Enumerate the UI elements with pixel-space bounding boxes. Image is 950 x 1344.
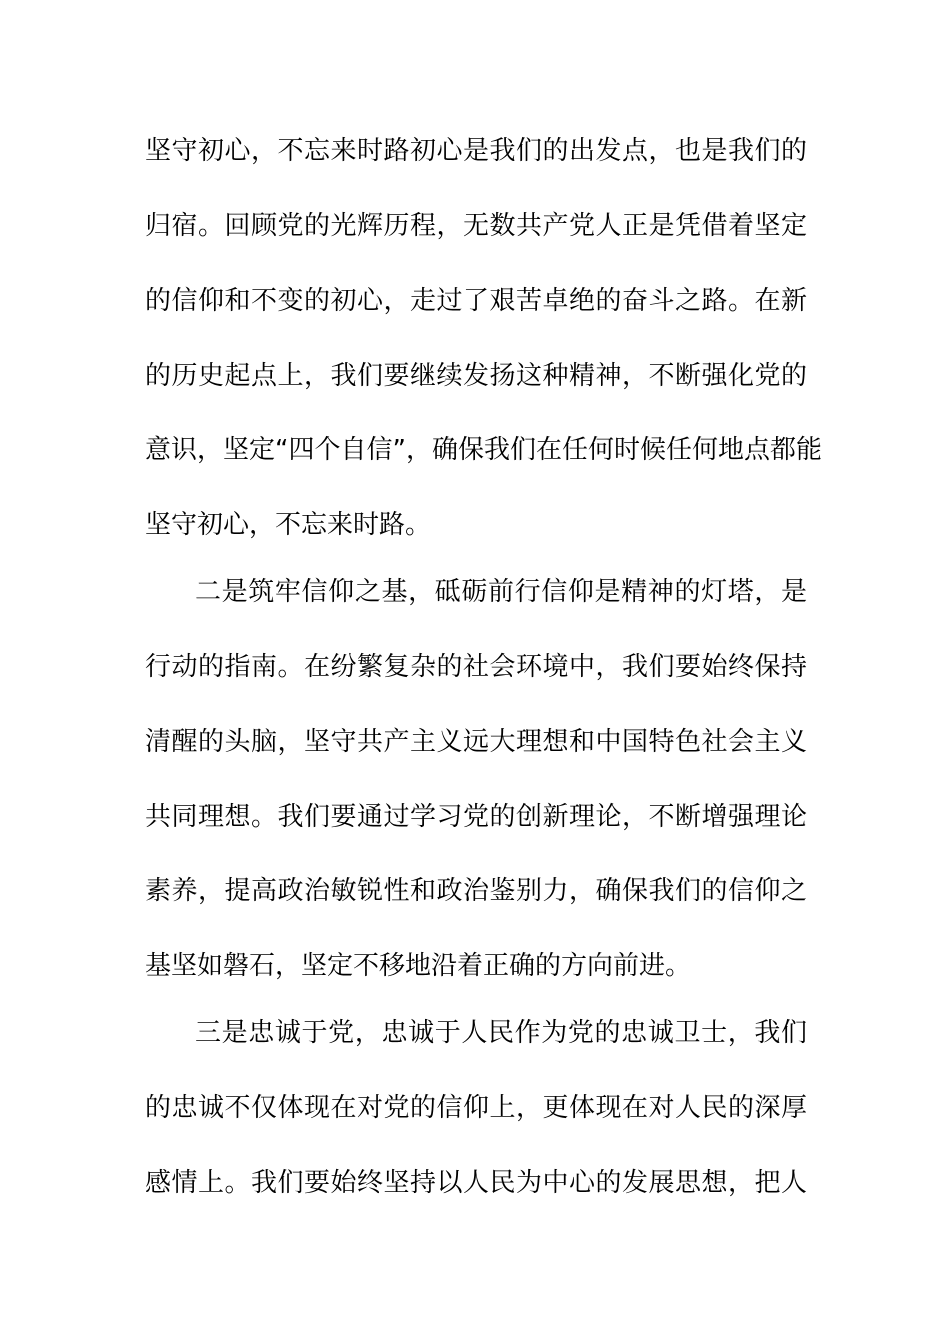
text-line: 的信仰和不变的初心，走过了艰苦卓绝的奋斗之路。在新 (145, 286, 807, 316)
text-line: 意识，坚定“四个自信”，确保我们在任何时候任何地点都能 (145, 435, 822, 465)
text-line: 基坚如磐石，坚定不移地沿着正确的方向前进。 (145, 951, 692, 981)
text-line: 共同理想。我们要通过学习党的创新理论，不断增强理论 (145, 802, 807, 832)
text-line: 素养，提高政治敏锐性和政治鉴别力，确保我们的信仰之 (145, 876, 807, 906)
text-line: 感情上。我们要始终坚持以人民为中心的发展思想，把人 (145, 1168, 807, 1198)
text-line: 的历史起点上，我们要继续发扬这种精神，不断强化党的 (145, 361, 807, 391)
text-line: 归宿。回顾党的光辉历程，无数共产党人正是凭借着坚定 (145, 211, 807, 241)
text-line: 的忠诚不仅体现在对党的信仰上，更体现在对人民的深厚 (145, 1093, 807, 1123)
text-line: 坚守初心，不忘来时路。 (145, 510, 432, 540)
text-line: 坚守初心，不忘来时路初心是我们的出发点，也是我们的 (145, 136, 807, 166)
paragraph-start-line: 三是忠诚于党，忠诚于人民作为党的忠诚卫士，我们 (195, 1018, 807, 1048)
text-line: 行动的指南。在纷繁复杂的社会环境中，我们要始终保持 (145, 652, 807, 682)
paragraph-start-line: 二是筑牢信仰之基，砥砺前行信仰是精神的灯塔，是 (195, 577, 807, 607)
text-line: 清醒的头脑，坚守共产主义远大理想和中国特色社会主义 (145, 727, 807, 757)
